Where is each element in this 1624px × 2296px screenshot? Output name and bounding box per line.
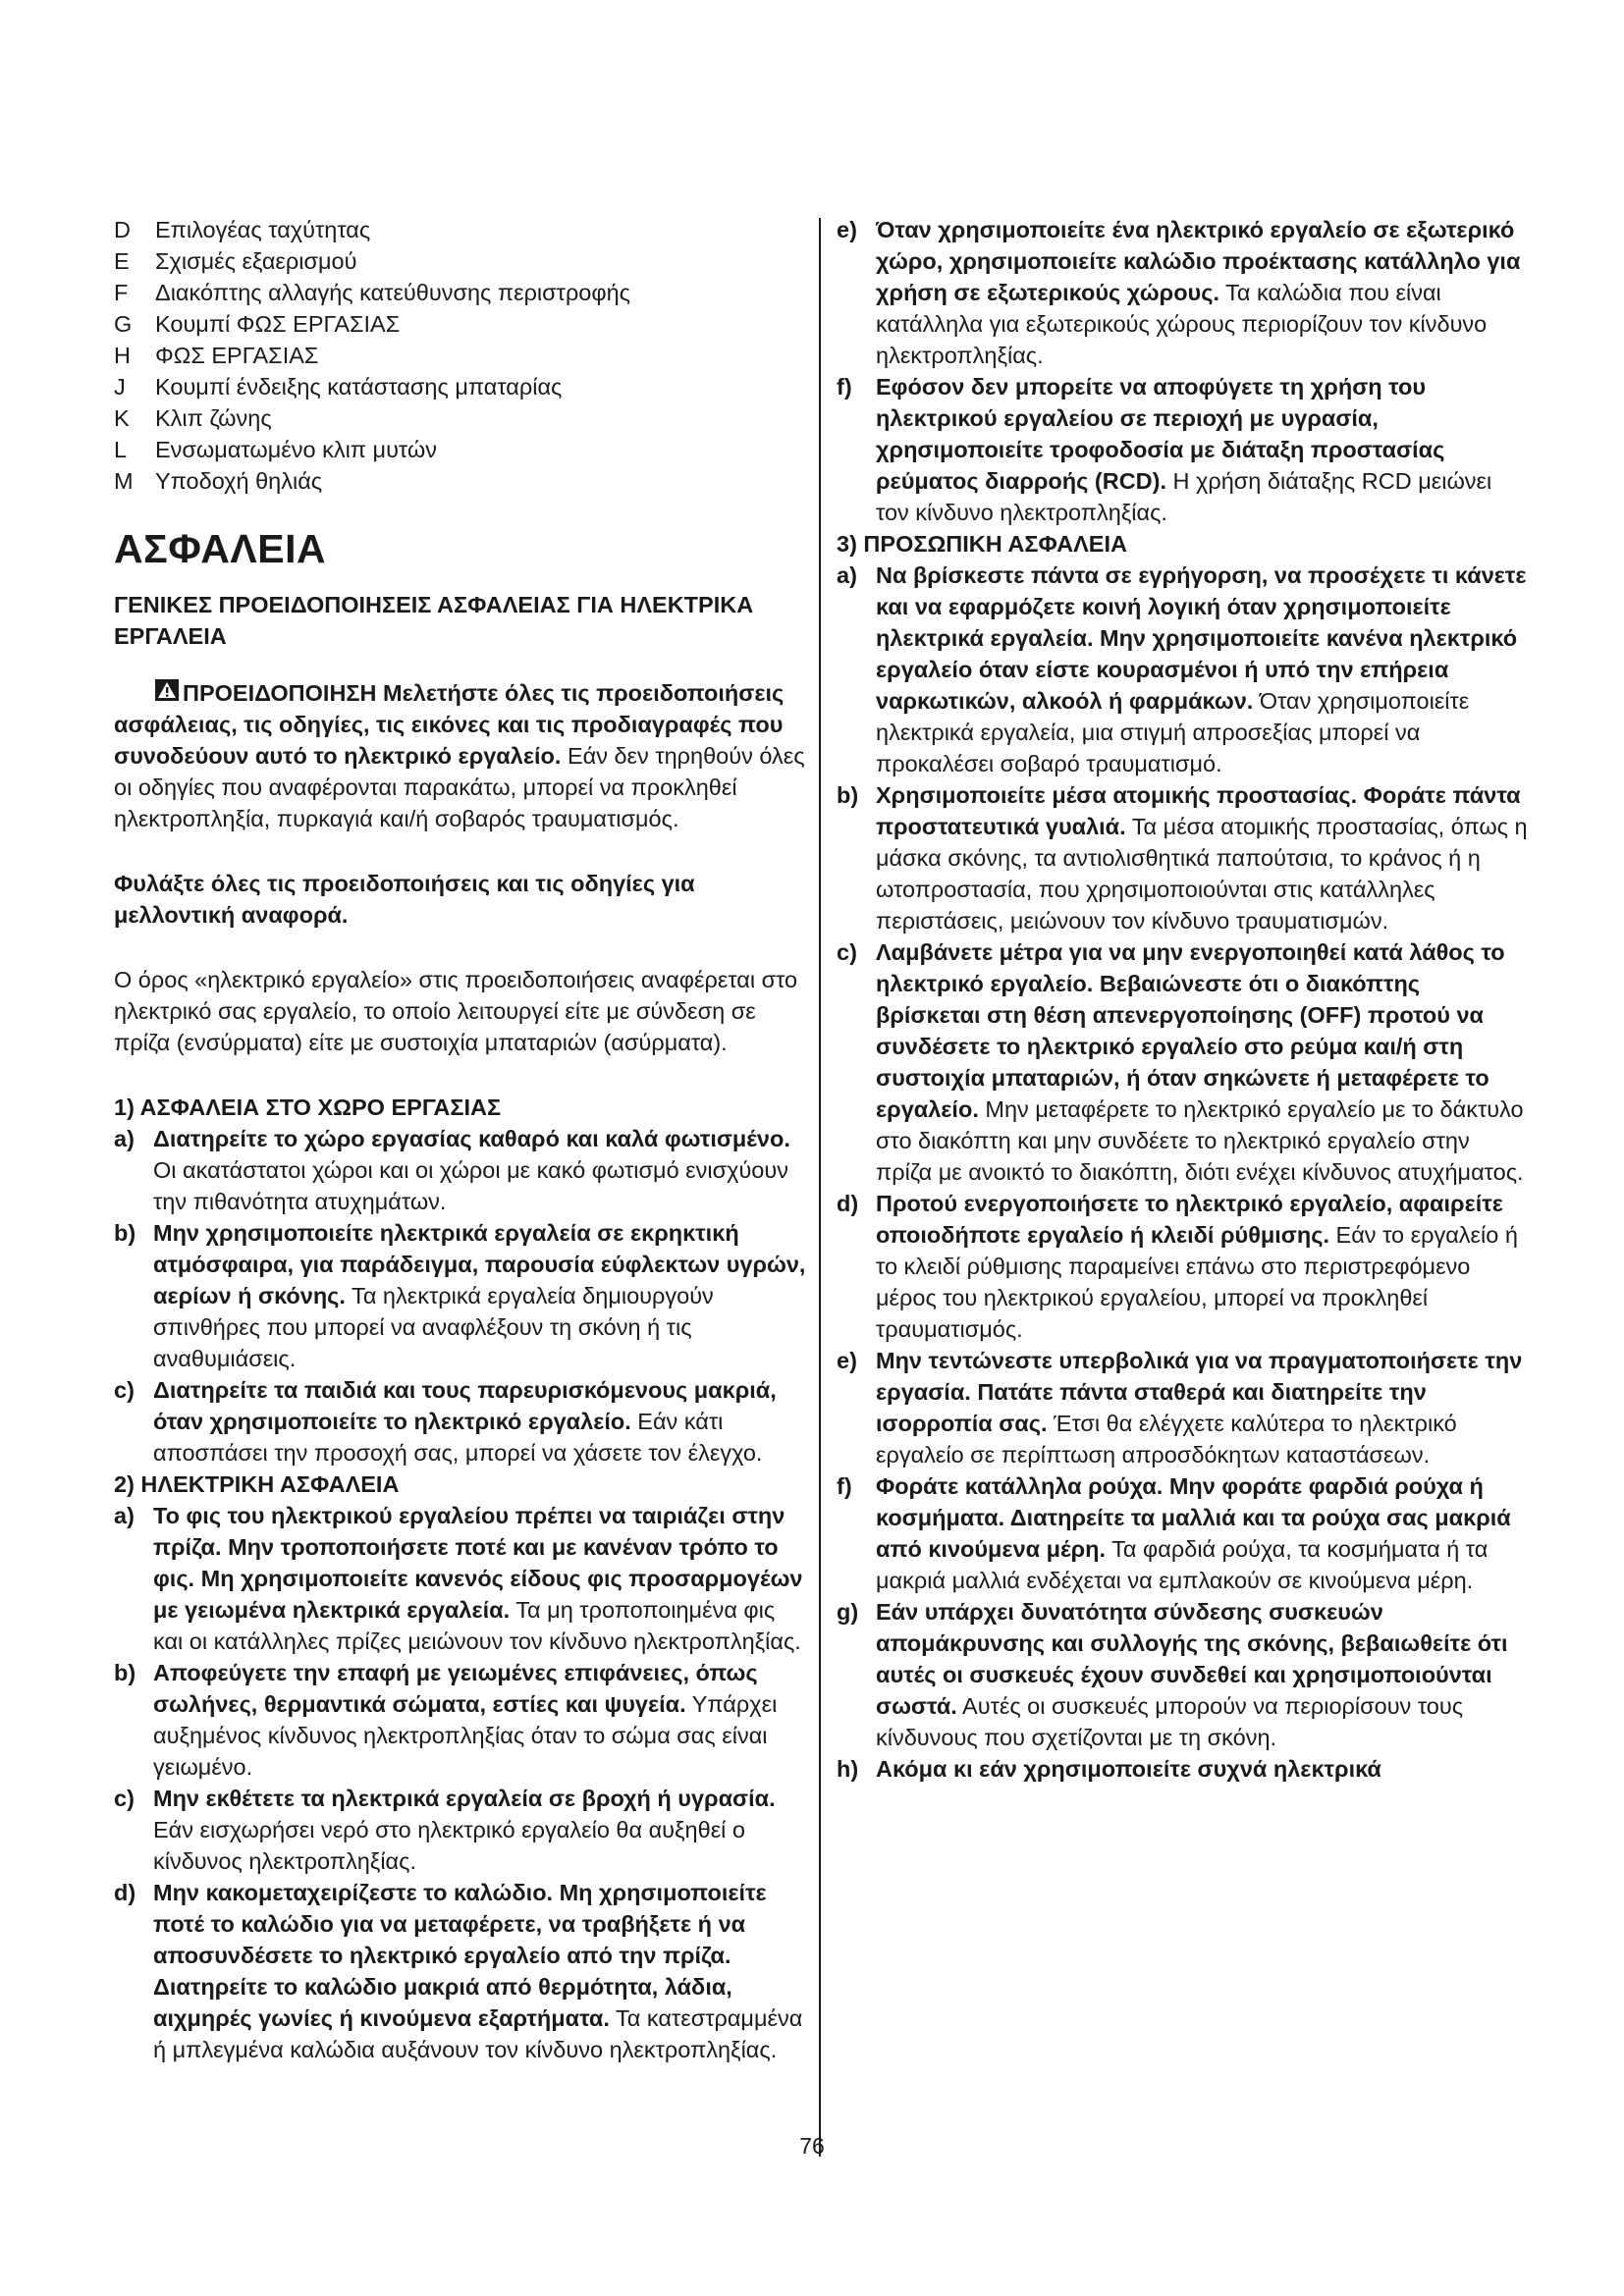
list-item bbox=[114, 1123, 809, 1217]
parts-list bbox=[114, 214, 809, 497]
item-letter: c) bbox=[837, 939, 857, 965]
parts-row bbox=[114, 277, 809, 308]
part-key: L bbox=[114, 437, 128, 462]
item-text: Εάν κάτι αποσπάσει την προσοχή σας, μπορεί να χάσετε τον έλεγχο. bbox=[153, 1409, 763, 1466]
part-key: J bbox=[114, 374, 126, 400]
part-key: H bbox=[114, 343, 131, 368]
list-item bbox=[114, 1877, 809, 2065]
item-bold: Μην κακομεταχειρίζεστε το καλώδιο. Μη χρησιμοποιείτε ποτέ το καλώδιο για να μεταφέρετε, να τραβήξετε ή να αποσυνδέσετε το ηλεκτρικό εργαλείο από την πρίζα. Διατηρείτε το καλώδιο μακριά από θερμότητα, λάδια, αιχμηρές γωνίες ή κινούμενα εξαρτήματα. bbox=[153, 1880, 767, 2031]
section-1-title: 1) ΑΣΦΑΛΕΙΑ ΣΤΟ ΧΩΡΟ ΕΡΓΑΣΙΑΣ bbox=[114, 1095, 502, 1120]
right-column bbox=[837, 214, 1530, 1785]
list-item bbox=[837, 779, 1530, 936]
item-letter: b) bbox=[114, 1220, 136, 1246]
term-note: Ο όρος «ηλεκτρικό εργαλείο» στις προειδοποιήσεις αναφέρεται στο ηλεκτρικό σας εργαλείο, το οποίο λειτουργεί είτε με σύνδεση σε πρίζα (ενσύρματα) είτε με συστοιχία μπαταριών (ασύρματα). bbox=[114, 967, 798, 1055]
section-subheading: ΓΕΝΙΚΕΣ ΠΡΟΕΙΔΟΠΟΙΗΣΕΙΣ ΑΣΦΑΛΕΙΑΣ ΓΙΑ ΗΛΕΚΤΡΙΚΑ ΕΡΓΑΛΕΙΑ bbox=[114, 592, 754, 649]
keep-note bbox=[114, 868, 809, 931]
list-item bbox=[837, 1596, 1530, 1753]
item-text: Υπάρχει αυξημένος κίνδυνος ηλεκτροπληξίας όταν το σώμα σας είναι γειωμένο. bbox=[153, 1691, 778, 1780]
part-label: Υποδοχή θηλιάς bbox=[155, 468, 323, 494]
item-letter: e) bbox=[837, 217, 857, 242]
part-label: Σχισμές εξαερισμού bbox=[155, 248, 357, 274]
item-letter: b) bbox=[114, 1660, 136, 1685]
item-text: Τα μέσα ατομικής προστασίας, όπως η μάσκα σκόνης, τα αντιολισθητικά παπούτσια, το κράνος ή η ωτοπροστασία, που χρησιμοποιούνται στις κατάλληλες περιστάσεις, μειώνουν τον κίνδυνο τραυματισμών. bbox=[876, 814, 1528, 934]
parts-row bbox=[114, 340, 809, 371]
list-item bbox=[837, 1753, 1530, 1785]
part-label: Διακόπτης αλλαγής κατεύθυνσης περιστροφής bbox=[155, 280, 631, 305]
item-letter: a) bbox=[114, 1126, 135, 1151]
item-letter: d) bbox=[837, 1191, 859, 1216]
left-column bbox=[114, 214, 809, 2065]
item-bold: Εφόσον δεν μπορείτε να αποφύγετε τη χρήση του ηλεκτρικού εργαλείου σε περιοχή με υγρασία, χρησιμοποιείτε τροφοδοσία με διάταξη προστασίας ρεύματος διαρροής (RCD). bbox=[876, 374, 1445, 494]
item-bold: Το φις του ηλεκτρικού εργαλείου πρέπει να ταιριάζει στην πρίζα. Μην τροποποιήσετε ποτέ και με κανέναν τρόπο το φις. Μη χρησιμοποιείτε κανενός είδους φις προσαρμογέων με γειωμένα ηλεκτρικά εργαλεία. bbox=[153, 1503, 803, 1623]
part-label: ΦΩΣ ΕΡΓΑΣΙΑΣ bbox=[155, 343, 319, 368]
item-letter: f) bbox=[837, 1473, 852, 1499]
item-letter: b) bbox=[837, 782, 859, 808]
section-3-title: 3) ΠΡΟΣΩΠΙΚΗ ΑΣΦΑΛΕΙΑ bbox=[837, 531, 1127, 557]
list-item bbox=[837, 560, 1530, 779]
parts-row bbox=[114, 308, 809, 340]
list-item bbox=[114, 1657, 809, 1783]
item-letter: d) bbox=[114, 1880, 136, 1905]
item-bold: Ακόμα κι εάν χρησιμοποιείτε συχνά ηλεκτρικά bbox=[876, 1756, 1381, 1782]
part-label: Επιλογέας ταχύτητας bbox=[155, 217, 371, 242]
part-label: Κλιπ ζώνης bbox=[155, 405, 272, 431]
part-label: Κουμπί ΦΩΣ ΕΡΓΑΣΙΑΣ bbox=[155, 311, 401, 337]
list-item bbox=[837, 1345, 1530, 1470]
parts-row bbox=[114, 214, 809, 245]
item-bold: Φοράτε κατάλληλα ρούχα. Μην φοράτε φαρδιά ρούχα ή κοσμήματα. Διατηρείτε τα μαλλιά και τα ρούχα σας μακριά από κινούμενα μέρη. bbox=[876, 1473, 1511, 1562]
part-key: G bbox=[114, 311, 133, 337]
item-bold: Προτού ενεργοποιήσετε το ηλεκτρικό εργαλείο, αφαιρείτε οποιοδήποτε εργαλείο ή κλειδί ρύθμισης. bbox=[876, 1191, 1503, 1248]
item-bold: Λαμβάνετε μέτρα για να μην ενεργοποιηθεί κατά λάθος το ηλεκτρικό εργαλείο. Βεβαιώνεστε ότι ο διακόπτης βρίσκεται στη θέση απενεργοποίησης (OFF) προτού να συνδέσετε το ηλεκτρικό εργαλείο στο ρεύμα και/ή στη συστοιχία μπαταριών, ή όταν σηκώνετε ή μεταφέρετε το εργαλείο. bbox=[876, 939, 1505, 1122]
part-key: K bbox=[114, 405, 130, 431]
column-divider bbox=[819, 218, 821, 2157]
list-item bbox=[837, 214, 1530, 371]
item-bold: Μην τεντώνεστε υπερβολικά για να πραγματοποιήσετε την εργασία. Πατάτε πάντα σταθερά και διατηρείτε την ισορροπία σας. bbox=[876, 1348, 1523, 1436]
warning-bold-text: ΠΡΟΕΙΔΟΠΟΙΗΣΗ Μελετήστε όλες τις προειδοποιήσεις ασφάλειας, τις οδηγίες, τις εικόνες και τις προδιαγραφές που συνοδεύουν αυτό το ηλεκτρικό εργαλείο. bbox=[114, 680, 785, 769]
item-text: Μην μεταφέρετε το ηλεκτρικό εργαλείο με το δάκτυλο στο διακόπτη και μην συνδέετε το ηλεκτρικό εργαλείο στην πρίζα με ανοικτό το διακόπτη, διότι ενέχει κίνδυνος ατυχήματος. bbox=[876, 1096, 1524, 1185]
parts-row bbox=[114, 402, 809, 434]
item-text: Εάν εισχωρήσει νερό στο ηλεκτρικό εργαλείο θα αυξηθεί ο κίνδυνος ηλεκτροπληξίας. bbox=[153, 1817, 745, 1874]
list-item bbox=[837, 936, 1530, 1188]
item-bold: Χρησιμοποιείτε μέσα ατομικής προστασίας. Φοράτε πάντα προστατευτικά γυαλιά. bbox=[876, 782, 1521, 839]
item-bold: Διατηρείτε τα παιδιά και τους παρευρισκόμενους μακριά, όταν χρησιμοποιείτε το ηλεκτρικό εργαλείο. bbox=[153, 1377, 777, 1434]
keep-note-text: Φυλάξτε όλες τις προειδοποιήσεις και τις οδηγίες για μελλοντική αναφορά. bbox=[114, 871, 695, 928]
item-bold: Μην εκθέτετε τα ηλεκτρικά εργαλεία σε βροχή ή υγρασία. bbox=[153, 1786, 776, 1811]
part-key: E bbox=[114, 248, 130, 274]
item-letter: g) bbox=[837, 1599, 859, 1625]
item-letter: a) bbox=[114, 1503, 135, 1528]
item-text: Εάν το εργαλείο ή το κλειδί ρύθμισης παραμείνει επάνω στο περιστρεφόμενο μέρος του ηλεκτρικού εργαλείου, μπορεί να προκληθεί τραυματισμός. bbox=[876, 1222, 1518, 1342]
item-bold: Διατηρείτε το χώρο εργασίας καθαρό και καλά φωτισμένο. bbox=[153, 1126, 790, 1151]
item-letter: e) bbox=[837, 1348, 857, 1373]
item-text: Τα καλώδια που είναι κατάλληλα για εξωτερικούς χώρους περιορίζουν τον κίνδυνο ηλεκτροπληξίας. bbox=[876, 280, 1488, 368]
parts-row bbox=[114, 371, 809, 402]
item-bold: Μην χρησιμοποιείτε ηλεκτρικά εργαλεία σε εκρηκτική ατμόσφαιρα, για παράδειγμα, παρουσία εύφλεκτων υγρών, αερίων ή σκόνης. bbox=[153, 1220, 806, 1308]
item-text: Η χρήση διάταξης RCD μειώνει τον κίνδυνο ηλεκτροπληξίας. bbox=[876, 468, 1492, 525]
list-item bbox=[114, 1783, 809, 1877]
item-text: Τα μη τροποποιημένα φις και οι κατάλληλες πρίζες μειώνουν τον κίνδυνο ηλεκτροπληξίας. bbox=[153, 1597, 801, 1654]
page-number: 76 bbox=[799, 2133, 825, 2159]
item-letter: c) bbox=[114, 1786, 135, 1811]
warning-paragraph bbox=[114, 677, 809, 834]
item-text: Τα κατεστραμμένα ή μπλεγμένα καλώδια αυξάνουν τον κίνδυνο ηλεκτροπληξίας. bbox=[153, 2005, 803, 2062]
item-bold: Να βρίσκεστε πάντα σε εγρήγορση, να προσέχετε τι κάνετε και να εφαρμόζετε κοινή λογική όταν χρησιμοποιείτε ηλεκτρικά εργαλεία. Μην χρησιμοποιείτε κανένα ηλεκτρικό εργαλείο όταν είστε κουρασμένοι ή υπό την επήρεια ναρκωτικών, αλκοόλ ή φαρμάκων. bbox=[876, 562, 1527, 714]
item-text: Οι ακατάστατοι χώροι και οι χώροι με κακό φωτισμό ενισχύουν την πιθανότητα ατυχημάτων. bbox=[153, 1157, 788, 1214]
item-text: Όταν χρησιμοποιείτε ηλεκτρικά εργαλεία, μια στιγμή απροσεξίας μπορεί να προκαλέσει σοβαρό τραυματισμό. bbox=[876, 688, 1470, 776]
item-bold: Όταν χρησιμοποιείτε ένα ηλεκτρικό εργαλείο σε εξωτερικό χώρο, χρησιμοποιείτε καλώδιο προέκτασης κατάλληλο για χρήση σε εξωτερικούς χώρους. bbox=[876, 217, 1521, 305]
item-bold: Εάν υπάρχει δυνατότητα σύνδεσης συσκευών απομάκρυνσης και συλλογής της σκόνης, βεβαιωθείτε ότι αυτές οι συσκευές έχουν συνδεθεί και χρησιμοποιούνται σωστά. bbox=[876, 1599, 1508, 1719]
item-text: Αυτές οι συσκευές μπορούν να περιορίσουν τους κίνδυνους που σχετίζονται με τη σκόνη. bbox=[876, 1693, 1464, 1750]
item-text: Τα φαρδιά ρούχα, τα κοσμήματα ή τα μακριά μαλλιά ενδέχεται να εμπλακούν σε κινούμενα μέρη. bbox=[876, 1536, 1489, 1593]
item-letter: a) bbox=[837, 562, 857, 588]
item-bold: Αποφεύγετε την επαφή με γειωμένες επιφάνειες, όπως σωλήνες, θερμαντικά σώματα, εστίες και ψυγεία. bbox=[153, 1660, 758, 1717]
item-text: Έτσι θα ελέγχετε καλύτερα το ηλεκτρικό εργαλείο σε περίπτωση απροσδόκητων καταστάσεων. bbox=[876, 1411, 1457, 1468]
parts-row bbox=[114, 434, 809, 465]
list-item bbox=[837, 371, 1530, 528]
warning-triangle-icon bbox=[155, 677, 179, 699]
part-label: Ενσωματωμένο κλιπ μυτών bbox=[155, 437, 437, 462]
page-heading: ΑΣΦΑΛΕΙΑ bbox=[114, 526, 327, 571]
part-label: Κουμπί ένδειξης κατάστασης μπαταρίας bbox=[155, 374, 563, 400]
part-key: M bbox=[114, 468, 134, 494]
part-key: F bbox=[114, 280, 129, 305]
list-item bbox=[114, 1217, 809, 1374]
part-key: D bbox=[114, 217, 131, 242]
item-letter: f) bbox=[837, 374, 852, 400]
list-item bbox=[837, 1470, 1530, 1596]
warning-text: Εάν δεν τηρηθούν όλες οι οδηγίες που αναφέρονται παρακάτω, μπορεί να προκληθεί ηλεκτροπληξία, πυρκαγιά και/ή σοβαρός τραυματισμός. bbox=[114, 743, 805, 831]
item-text: Τα ηλεκτρικά εργαλεία δημιουργούν σπινθήρες που μπορεί να αναφλέξουν τη σκόνη ή τις αναθυμιάσεις. bbox=[153, 1283, 714, 1371]
section-2-title: 2) ΗΛΕΚΤΡΙΚΗ ΑΣΦΑΛΕΙΑ bbox=[114, 1471, 400, 1497]
item-letter: h) bbox=[837, 1756, 859, 1782]
list-item bbox=[837, 1188, 1530, 1345]
item-letter: c) bbox=[114, 1377, 135, 1403]
list-item bbox=[114, 1374, 809, 1468]
parts-row bbox=[114, 245, 809, 277]
parts-row bbox=[114, 465, 809, 497]
list-item bbox=[114, 1500, 809, 1657]
